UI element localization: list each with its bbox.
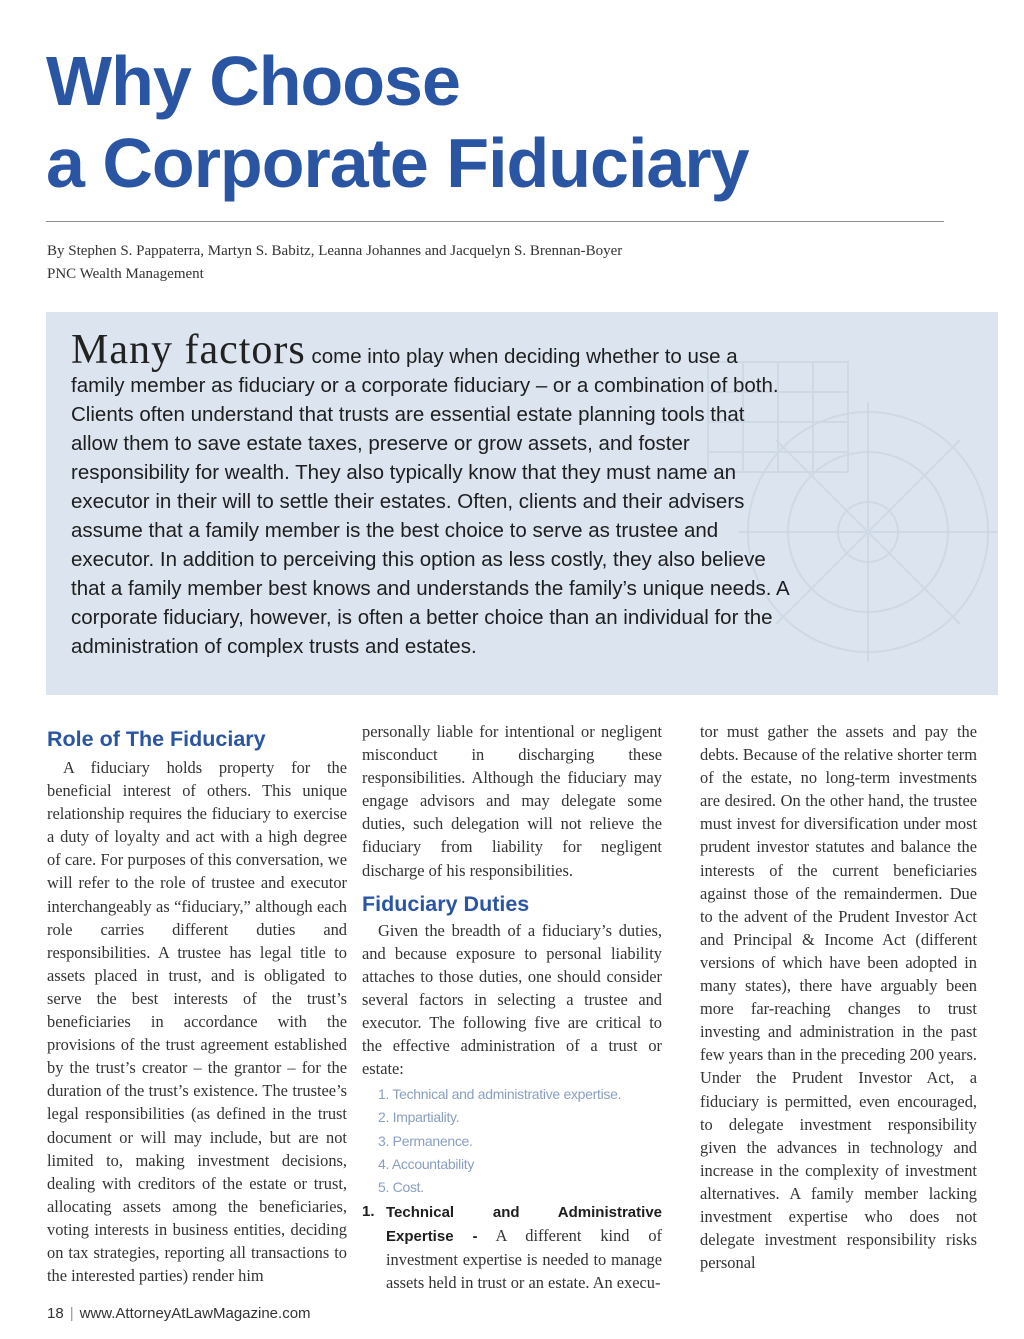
role-heading: Role of The Fiduciary (47, 727, 266, 751)
byline-organization: PNC Wealth Management (47, 266, 204, 282)
duties-paragraph-1: Given the breadth of a fiduciary’s duties, and because exposure to personal liability attaches to those duties, one should consider several factors in selecting a trustee and executor. The following five are critical to the effective administration of a trust or estate: (362, 920, 662, 1079)
title-divider (46, 221, 944, 222)
page-footer (47, 1305, 311, 1322)
list-item: 2. Impartiality. (378, 1109, 460, 1126)
intro-paragraph (71, 327, 791, 661)
numbered-item-1 (362, 1200, 662, 1294)
list-item: 1. Technical and administrative expertise. (378, 1086, 622, 1103)
list-item: 5. Cost. (378, 1178, 424, 1195)
list-item: 4. Accountability (378, 1155, 475, 1172)
column-2 (362, 720, 662, 1294)
list-item: 3. Permanence. (378, 1132, 473, 1149)
byline-authors: By Stephen S. Pappaterra, Martyn S. Babitz, Leanna Johannes and Jacquelyn S. Brennan-Boyer (47, 243, 623, 259)
duties-heading: Fiduciary Duties (362, 891, 530, 916)
column-3 (700, 720, 977, 1274)
column-1 (47, 720, 347, 1287)
item-text: A different kind of investment expertise is needed to manage assets held in trust or an estate. An execu- (386, 1225, 663, 1293)
item-number: 1. (362, 1202, 375, 1220)
title-line-1: Why Choose (46, 42, 460, 120)
page-number: 18 (47, 1305, 64, 1322)
footer-separator: | (69, 1305, 74, 1322)
column-3-paragraph: tor must gather the assets and pay the debts. Because of the relative shorter term of the estate, no long-term investments are desired. On the other hand, the trustee must invest for diversification under most prudent investor statutes and balance the interests of the current beneficiaries against those of the remaindermen. Due to the advent of the Prudent Investor Act and Principal & Income Act (different versions of which have been adopted in many states), there have arguably been more far-reaching changes to trust investing and administration in the past few years than in the preceding 200 years. Under the Prudent Investor Act, a fiduciary is permitted, even encouraged, to delegate investment responsibility given the advances in technology and increase in the complexity of investment alternatives. A family member lacking investment expertise who does not delegate investment responsibility risks personal (700, 722, 977, 1273)
item-title: Technical and Administrative Expertise - (386, 1203, 662, 1245)
footer-site: www.AttorneyAtLawMagazine.com (79, 1305, 311, 1322)
byline (47, 240, 622, 286)
factors-list (362, 1083, 662, 1198)
role-paragraph-1: A fiduciary holds property for the beneficial interest of others. This unique relationship requires the fiduciary to exercise a duty of loyalty and act with a high degree of care. For purposes of this conversation, we will refer to the role of trustee and executor interchangeably as “fiduciary,” although each role carries different duties and responsibilities. A trustee has legal title to assets placed in trust, and is obligated to serve the best interests of the trust’s beneficiaries in accordance with the provisions of the trust agreement established by the trust’s creator – the grantor – for the duration of the trust’s existence. The trustee’s legal responsibilities (as defined in the trust document or will may include, but are not limited to, making investment decisions, dealing with creditors of the estate or trust, allocating assets among the beneficiaries, voting interests in business entities, deciding on tax strategies, reporting all transactions to the interested parties) render him (47, 758, 347, 1286)
title-line-2: a Corporate Fiduciary (46, 124, 749, 202)
intro-lead: Many factors (71, 327, 306, 373)
role-paragraph-2: personally liable for intentional or negligent misconduct in discharging these responsibilities. Although the fiduciary may engage advisors and may delegate some duties, such delegation will not relieve the fiduciary from liability for negligent discharge of his responsibilities. (362, 722, 662, 880)
intro-body: come into play when deciding whether to use a family member as fiduciary or a corporate fiduciary – or a combination of both. Clients often understand that trusts are essential estate planning tools that allow them to save estate taxes, preserve or grow assets, and foster responsibility for wealth. They also typically know that they must name an executor in their will to settle their estates. Often, clients and their advisers assume that a family member is the best choice to serve as trustee and executor. In addition to perceiving this option as less costly, they also believe that a family member best knows and understands the family’s unique needs. A corporate fiduciary, however, is often a better choice than an individual for the administration of complex trusts and estates. (71, 345, 789, 658)
article-title (46, 40, 986, 204)
intro-box (46, 312, 998, 695)
